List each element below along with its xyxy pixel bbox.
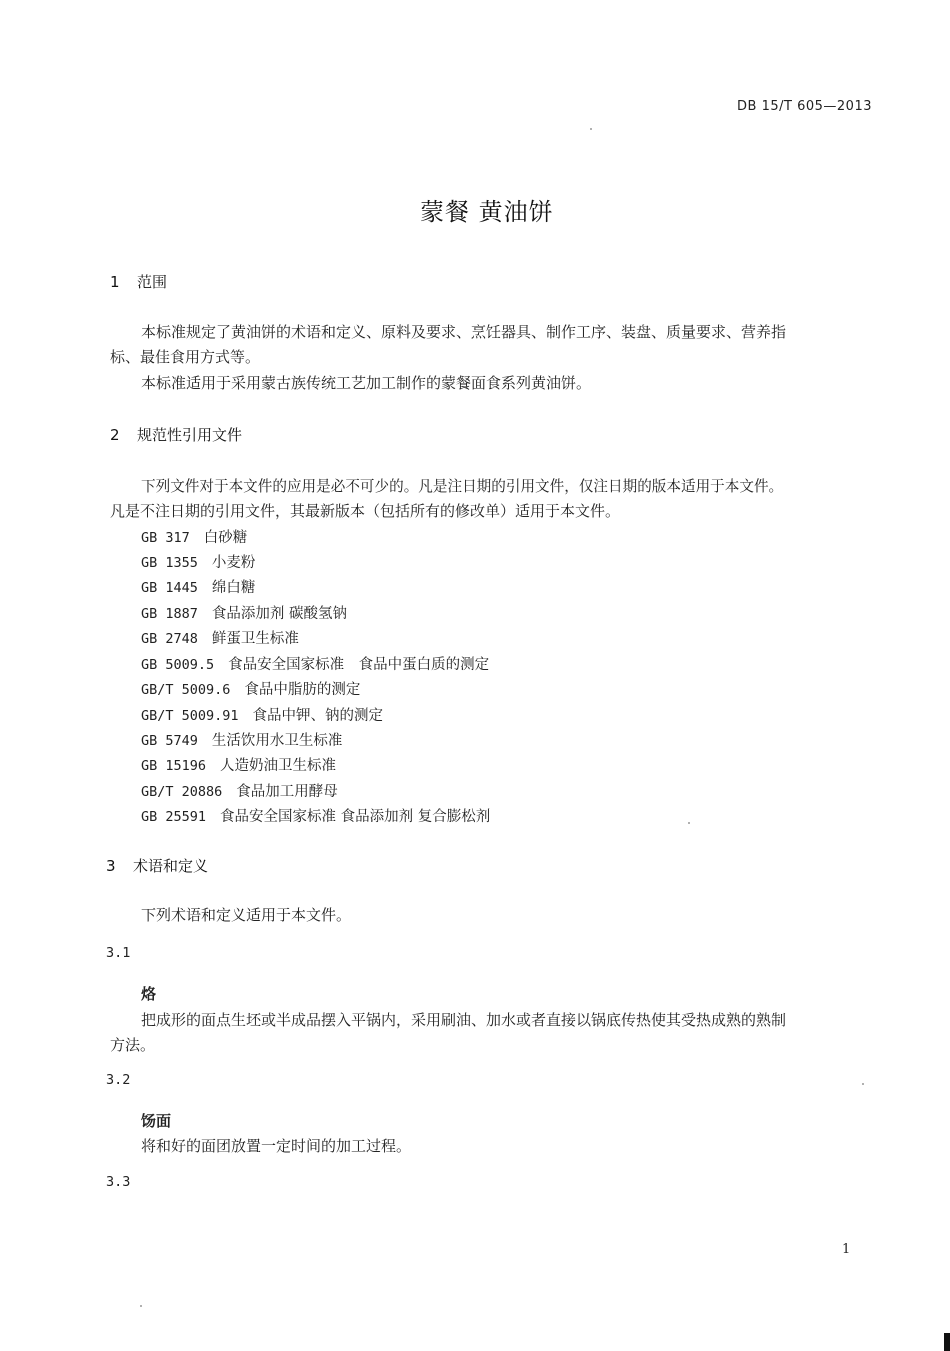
- term-definition-line: 把成形的面点生坯或半成品摆入平锅内，采用刷油、加水或者直接以锅底传热使其受热成熟的熟制: [141, 1011, 787, 1029]
- term-name: 饧面: [141, 1112, 172, 1130]
- section-title: 范围: [137, 273, 168, 291]
- term-definition: 将和好的面团放置一定时间的加工过程。: [141, 1137, 412, 1155]
- term-number: 3.1: [106, 945, 131, 961]
- scan-speck: [140, 1305, 142, 1307]
- reference-title: 生活饮用水卫生标准: [211, 733, 343, 749]
- reference-code: GB 5009.5: [141, 657, 215, 673]
- standard-number: DB 15/T 605—2013: [737, 99, 872, 114]
- reference-item: [141, 729, 342, 750]
- reference-item: [141, 526, 247, 547]
- reference-title: 食品安全国家标准 食品添加剂 复合膨松剂: [220, 809, 491, 825]
- term-name: 烙: [141, 985, 157, 1003]
- reference-item: [141, 805, 490, 826]
- reference-code: GB/T 20886: [141, 784, 223, 800]
- section-2-heading: [110, 424, 242, 445]
- section-title: 规范性引用文件: [137, 426, 243, 444]
- section-3-heading: [106, 855, 208, 876]
- reference-item: [141, 754, 336, 775]
- reference-title: 小麦粉: [211, 555, 256, 571]
- reference-item: [141, 653, 489, 674]
- reference-item: [141, 551, 255, 572]
- section-number: 3: [106, 857, 116, 875]
- references-intro-line: 凡是不注日期的引用文件，其最新版本（包括所有的修改单）适用于本文件。: [110, 502, 621, 520]
- reference-code: GB 2748: [141, 631, 198, 647]
- reference-item: [141, 704, 383, 725]
- section-number: 1: [110, 273, 120, 291]
- scan-edge-mark: [944, 1333, 950, 1351]
- reference-title: 食品添加剂 碳酸氢钠: [211, 606, 348, 622]
- reference-title: 绵白糖: [211, 580, 256, 596]
- section-title: 术语和定义: [133, 857, 209, 875]
- reference-code: GB 15196: [141, 758, 207, 774]
- reference-code: GB/T 5009.6: [141, 682, 231, 698]
- scan-speck: [590, 128, 592, 130]
- reference-code: GB 25591: [141, 809, 207, 825]
- reference-title: 鲜蛋卫生标准: [211, 631, 299, 647]
- reference-item: [141, 602, 347, 623]
- reference-title: 食品加工用酵母: [236, 784, 338, 800]
- reference-title: 食品安全国家标准 食品中蛋白质的测定: [228, 657, 490, 673]
- reference-item: [141, 576, 255, 597]
- scope-paragraph-line: 本标准规定了黄油饼的术语和定义、原料及要求、烹饪器具、制作工序、装盘、质量要求、营养指: [141, 323, 787, 341]
- reference-code: GB 317: [141, 530, 190, 546]
- page-number: 1: [842, 1242, 851, 1257]
- section-number: 2: [110, 426, 120, 444]
- reference-item: [141, 678, 360, 699]
- reference-title: 食品中脂肪的测定: [244, 682, 361, 698]
- reference-item: [141, 627, 299, 648]
- reference-code: GB 1445: [141, 580, 198, 596]
- reference-item: [141, 780, 338, 801]
- scope-paragraph-line: 标、最佳食用方式等。: [110, 348, 261, 366]
- reference-code: GB 5749: [141, 733, 198, 749]
- reference-code: GB 1887: [141, 606, 198, 622]
- reference-title: 人造奶油卫生标准: [220, 758, 337, 774]
- terms-intro: 下列术语和定义适用于本文件。: [141, 906, 352, 924]
- references-intro-line: 下列文件对于本文件的应用是必不可少的。凡是注日期的引用文件，仅注日期的版本适用于本文件。: [141, 478, 784, 495]
- document-title: 蒙餐 黄油饼: [420, 198, 554, 226]
- term-definition-line: 方法。: [110, 1036, 156, 1054]
- reference-code: GB 1355: [141, 555, 198, 571]
- reference-code: GB/T 5009.91: [141, 708, 239, 724]
- scope-paragraph: 本标准适用于采用蒙古族传统工艺加工制作的蒙餐面食系列黄油饼。: [141, 374, 592, 392]
- term-number: 3.3: [106, 1174, 131, 1190]
- scan-speck: [862, 1083, 864, 1085]
- reference-title: 白砂糖: [203, 530, 248, 546]
- term-number: 3.2: [106, 1072, 131, 1088]
- section-1-heading: [110, 271, 167, 292]
- reference-title: 食品中钾、钠的测定: [252, 708, 384, 724]
- scan-speck: [688, 822, 690, 824]
